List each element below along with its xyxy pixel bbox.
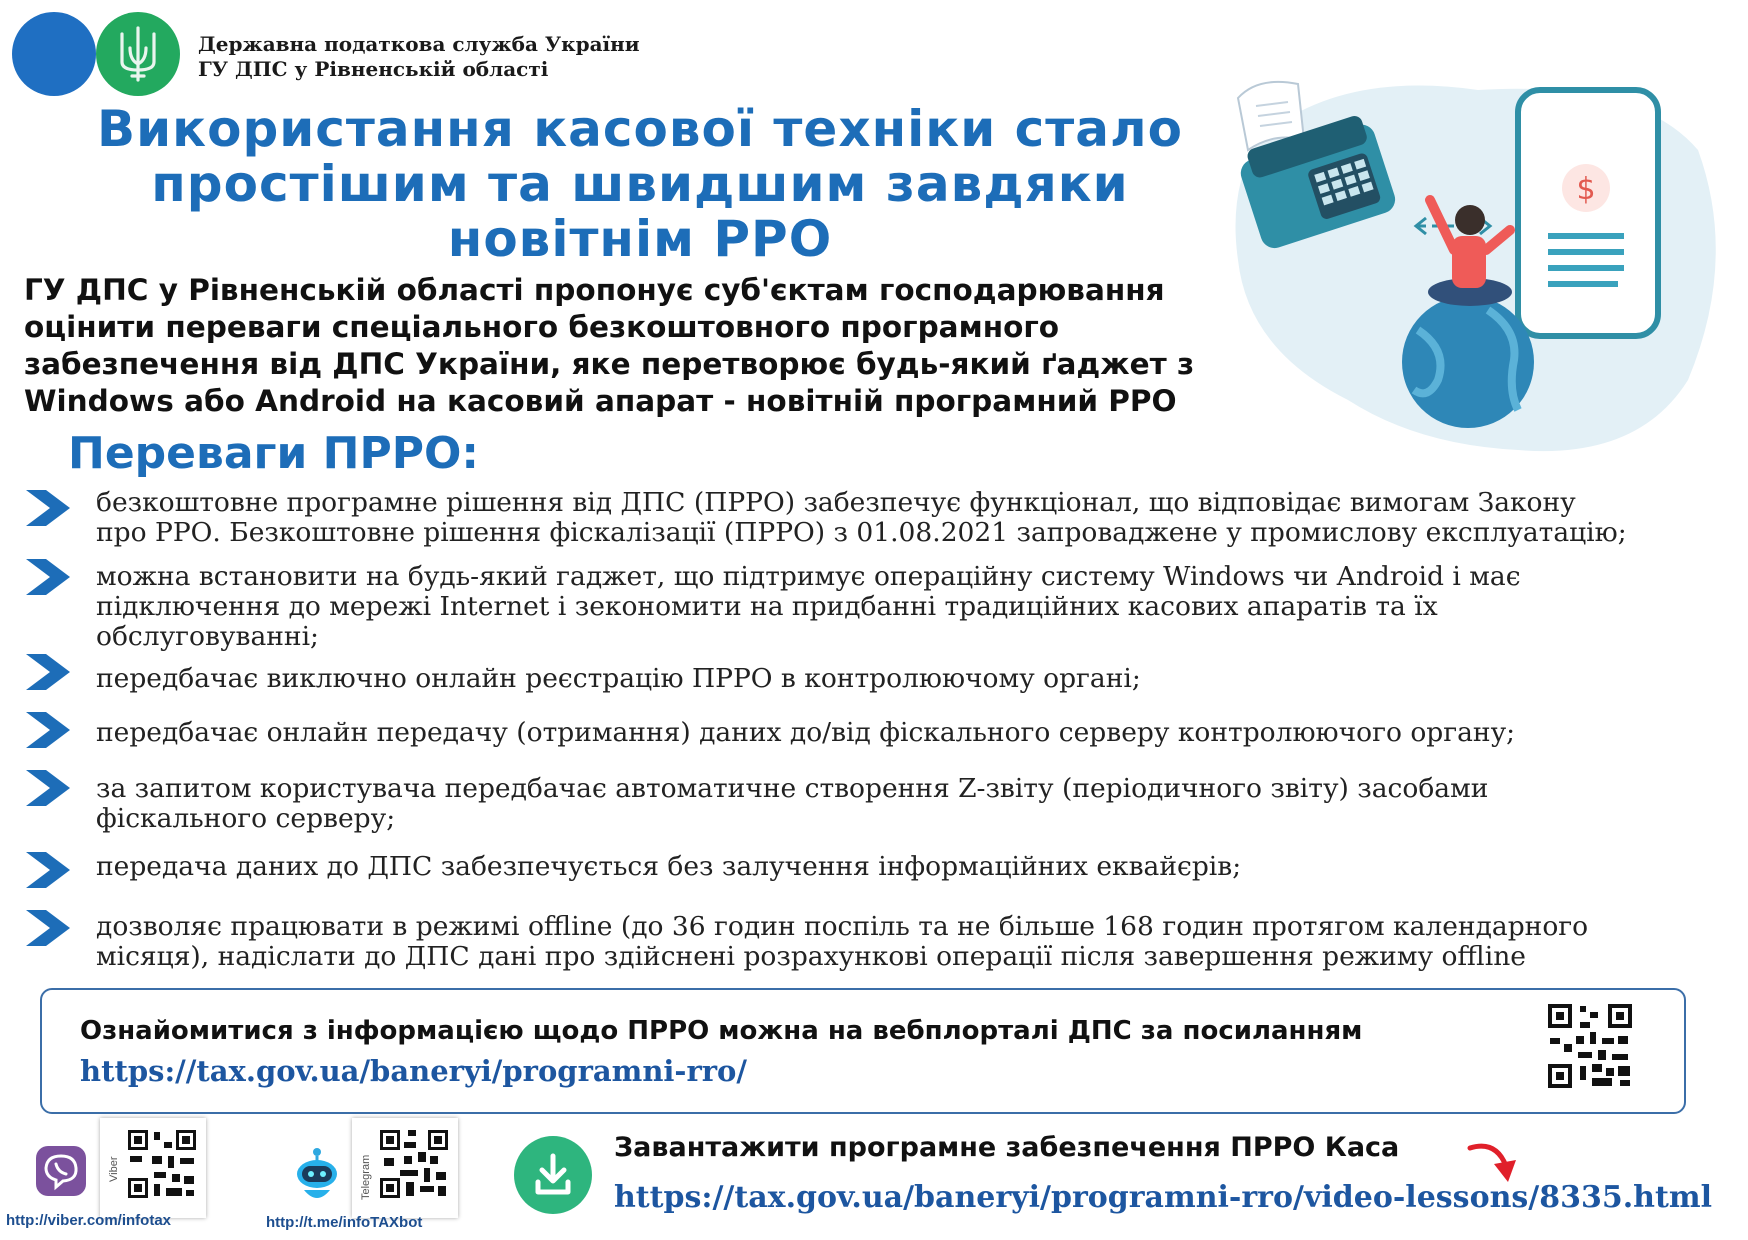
viber-icon[interactable] xyxy=(36,1146,86,1196)
download-link[interactable]: https://tax.gov.ua/baneryi/programni-rro/video-lessons/8335.html xyxy=(614,1180,1712,1215)
intro-line: оцінити переваги спеціального безкоштовного програмного xyxy=(24,310,1060,344)
trident-emblem-icon xyxy=(96,12,180,96)
advantages-heading: Переваги ПРРО: xyxy=(68,428,479,479)
list-item-line: підключення до мережі Internet і зекономити на придбанні традиційних касових апаратів та їх xyxy=(96,591,1438,622)
list-item-line: за запитом користувача передбачає автоматичне створення Z-звіту (періодичного звіту) засобами xyxy=(96,773,1489,804)
download-text: Завантажити програмне забезпечення ПРРО Каса xyxy=(614,1132,1400,1163)
list-item xyxy=(96,488,1696,548)
chatbot-icon[interactable] xyxy=(290,1146,344,1206)
svg-text:$: $ xyxy=(1576,172,1596,207)
title-line: простішим та швидшим завдяки xyxy=(151,155,1129,213)
intro-paragraph xyxy=(24,272,1344,420)
intro-line: ГУ ДПС у Рівненській області пропонує суб'єктам господарювання xyxy=(24,273,1165,307)
chevron-right-icon xyxy=(24,488,72,528)
list-item-line: дозволяє працювати в режимі offline (до 36 годин поспіль та не більше 168 годин протягом календарного xyxy=(96,911,1589,942)
list-item-line: передбачає виключно онлайн реєстрацію ПРРО в контролюючому органі; xyxy=(96,663,1141,694)
list-item xyxy=(96,912,1696,972)
telegram-link[interactable]: http://t.me/infoTAXbot xyxy=(266,1214,423,1231)
chevron-right-icon xyxy=(24,908,72,948)
chevron-right-icon xyxy=(24,557,72,597)
title-line: новітнім РРО xyxy=(447,210,833,268)
list-item xyxy=(96,774,1696,834)
viber-link[interactable]: http://viber.com/infotax xyxy=(6,1212,172,1229)
list-item xyxy=(96,664,1696,694)
list-item-line: про РРО. Безкоштовне рішення фіскалізації (ПРРО) з 01.08.2021 запроваджене у промислову експлуатацію; xyxy=(96,517,1627,548)
list-item-line: передбачає онлайн передачу (отримання) даних до/від фіскального серверу контролюючого органу; xyxy=(96,717,1516,748)
list-item-line: обслуговуванні; xyxy=(96,621,319,652)
title-line: Використання касової техніки стало xyxy=(97,100,1183,158)
chevron-right-icon xyxy=(24,652,72,692)
info-box-text: Ознайомитися з інформацією щодо ПРРО можна на вебплорталі ДПС за посиланням xyxy=(80,1016,1363,1046)
intro-line: Windows або Android на касовий апарат - новітній програмний РРО xyxy=(24,384,1177,418)
curved-arrow-icon xyxy=(1466,1138,1524,1186)
list-item xyxy=(96,718,1696,748)
list-item-line: фіскального серверу; xyxy=(96,803,396,834)
chevron-right-icon xyxy=(24,768,72,808)
viber-qr-code-icon xyxy=(126,1128,198,1200)
viber-label: Viber xyxy=(108,1156,120,1182)
list-item-line: місяця), надіслати до ДПС дані про здійснені розрахункові операції після завершення режиму offline xyxy=(96,941,1526,972)
org-name-line: Державна податкова служба України xyxy=(198,32,640,56)
chevron-right-icon xyxy=(24,710,72,750)
intro-line: забезпечення від ДПС України, яке перетворює будь-який ґаджет з xyxy=(24,347,1195,381)
list-item-line: безкоштовне програмне рішення від ДПС (ПРРО) забезпечує функціонал, що відповідає вимогам Закону xyxy=(96,487,1576,518)
dps-logo-circle xyxy=(12,12,96,96)
tax-portal-link[interactable]: https://tax.gov.ua/baneryi/programni-rro/ xyxy=(80,1054,747,1088)
download-icon[interactable] xyxy=(514,1136,592,1214)
chevron-right-icon xyxy=(24,850,72,890)
list-item xyxy=(96,562,1696,652)
list-item-line: передача даних до ДПС забезпечується без залучення інформаційних еквайєрів; xyxy=(96,851,1242,882)
qr-code-icon xyxy=(1546,1002,1634,1090)
organization-name xyxy=(198,32,640,82)
telegram-qr-code-icon xyxy=(378,1128,450,1200)
org-department-line: ГУ ДПС у Рівненській області xyxy=(198,57,549,81)
list-item-line: можна встановити на будь-який гаджет, що підтримує операційну систему Windows чи Android і має xyxy=(96,561,1521,592)
page-title xyxy=(40,102,1240,267)
info-box xyxy=(40,988,1686,1114)
telegram-label: Telegram xyxy=(360,1154,372,1200)
list-item xyxy=(96,852,1696,882)
